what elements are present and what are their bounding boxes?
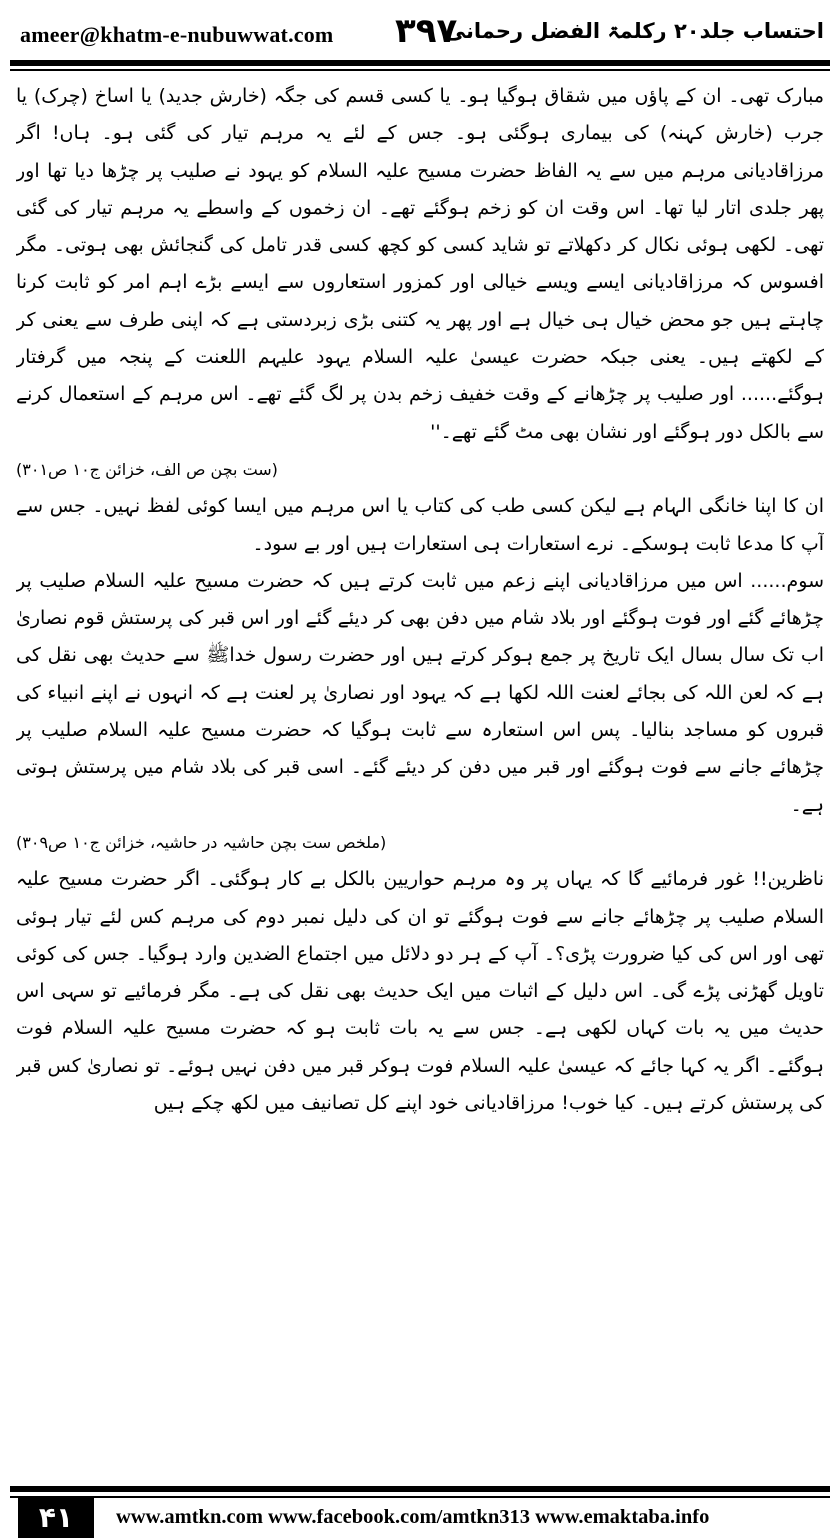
paragraph-2: ان کا اپنا خانگی الہام ہے لیکن کسی طب کی کتاب یا اس مرہم میں ایسا کوئی لفظ نہیں۔ جس سے آپ کا مدعا ثابت ہوسکے۔ نرے استعارات ہی استعارات ہیں اور بے سود۔: [16, 495, 824, 555]
footer-links: www.amtkn.com www.facebook.com/amtkn313 www.emaktaba.info: [116, 1506, 710, 1528]
header-page-number: ۳۹۷: [395, 11, 458, 51]
citation-2: (ملخص ست بچن حاشیہ در حاشیہ، خزائن ج۱۰ ص۳۰۹): [16, 832, 387, 852]
header-rule: [10, 60, 830, 66]
footer-rule-thin: [10, 1496, 830, 1498]
paragraph-3: [16, 563, 824, 861]
footer-page-number: ۴۱: [18, 1498, 94, 1538]
page-body: [16, 78, 824, 1450]
page-header: [10, 4, 830, 66]
header-email: ameer@khatm-e-nubuwwat.com: [20, 22, 334, 47]
paragraph-3-text: سوم...... اس میں مرزاقادیانی اپنے زعم میں ثابت کرتے ہیں کہ حضرت مسیح علیہ السلام صلیب پر چڑھائے گئے اور فوت ہوگئے اور بلاد شام میں دفن بھی کر دیئے گئے اور اس قبر کی پرستش قوم نصاریٰ اب تک سال بسال ایک تاریخ پر جمع ہوکر کرتے ہیں اور حضرت رسول خداﷺ سے حدیث بھی نقل کی ہے کہ لعن اللہ کی بجائے لعنت اللہ لکھا ہے کہ یہود اور نصاریٰ پر لعنت ہے کہ انہوں نے اپنے انبیاء کی قبروں کو مساجد بنالیا۔ پس اس استعارہ سے ثابت ہوگیا کہ حضرت مسیح علیہ السلام صلیب پر چڑھائے جانے سے فوت ہوگئے اور قبر میں دفن کر دیئے گئے۔ اسی قبر کی بلاد شام میں پرستش ہوتی ہے۔: [16, 569, 824, 816]
citation-1: (ست بچن ص الف، خزائن ج۱۰ ص۳۰۱): [16, 459, 278, 479]
paragraph-1: [16, 78, 824, 488]
footer-rule: [10, 1486, 830, 1492]
paragraph-1-text: مبارک تھی۔ ان کے پاؤں میں شقاق ہوگیا ہو۔ یا کسی قسم کی جگہ (خارش جدید) یا اساخ (چرک) یا جرب (خارش کہنہ) کی بیماری ہوگئی ہو۔ جس کے لئے یہ مرہم تیار کی گئی ہو۔ ہاں! اگر مرزاقادیانی مرہم میں سے یہ الفاظ حضرت مسیح علیہ السلام کو یہود نے صلیب پر چڑھا دیا تھا اور پھر جلدی اتار لیا تھا۔ اس وقت ان کو زخم ہوگئے تھے۔ ان زخموں کے واسطے یہ مرہم تیار کی گئی تھی۔ لکھی ہوئی نکال کر دکھلاتے تو شاید کسی کو کچھ کسی قدر تامل کی گنجائش بھی ہوتی۔ مگر افسوس کہ مرزاقادیانی ایسے ویسے خیالی اور کمزور استعاروں سے ایسے بڑے اہم امر کو ثابت کرنا چاہتے ہیں جو محض خیال ہی خیال ہے اور پھر یہ کتنی بڑی زبردستی ہے کہ اپنی طرف سے یعنی کر کے لکھتے ہیں۔ یعنی جبکہ حضرت عیسیٰ علیہ السلام یہود علیہم اللعنت کے پنجہ میں گرفتار ہوگئے...... اور صلیب پر چڑھانے کے وقت خفیف زخم بدن پر لگ گئے تھے۔ اس مرہم کے استعمال کرنے سے بالکل دور ہوگئے اور نشان بھی مٹ گئے تھے۔'': [16, 85, 824, 443]
paragraph-4: ناظرین!! غور فرمائیے گا کہ یہاں پر وہ مرہم حواریین بالکل بے کار ہوگئی۔ اگر حضرت مسیح علیہ السلام صلیب پر چڑھائے جانے سے فوت ہوگئے تو ان کی دلیل نمبر دوم کی مرہم کس لئے تیار ہوئی تھی اور اس کی کیا ضرورت پڑی؟۔ آپ کے ہر دو دلائل میں اجتماع الضدین وارد ہوگیا۔ جس کی کوئی تاویل گھڑنی پڑے گی۔ اس دلیل کے اثبات میں ایک حدیث بھی نقل کی ہے۔ مگر فرمائیے تو سہی اس حدیث میں یہ بات کہاں لکھی ہے۔ جس سے یہ بات ثابت ہو کہ حضرت مسیح علیہ السلام فوت ہوگئے۔ اگر یہ کہا جائے کہ عیسیٰ علیہ السلام فوت ہوکر قبر میں دفن نہیں ہوئے۔ تو نصاریٰ کس قبر کی پرستش کرتے ہیں۔ کیا خوب! مرزاقادیانی خود اپنے کل تصانیف میں لکھ چکے ہیں: [16, 868, 824, 1115]
header-book-title: احتساب جلد۲۰ رکلمۃ الفضل رحمانی: [444, 19, 824, 43]
header-rule-thin: [10, 69, 830, 71]
